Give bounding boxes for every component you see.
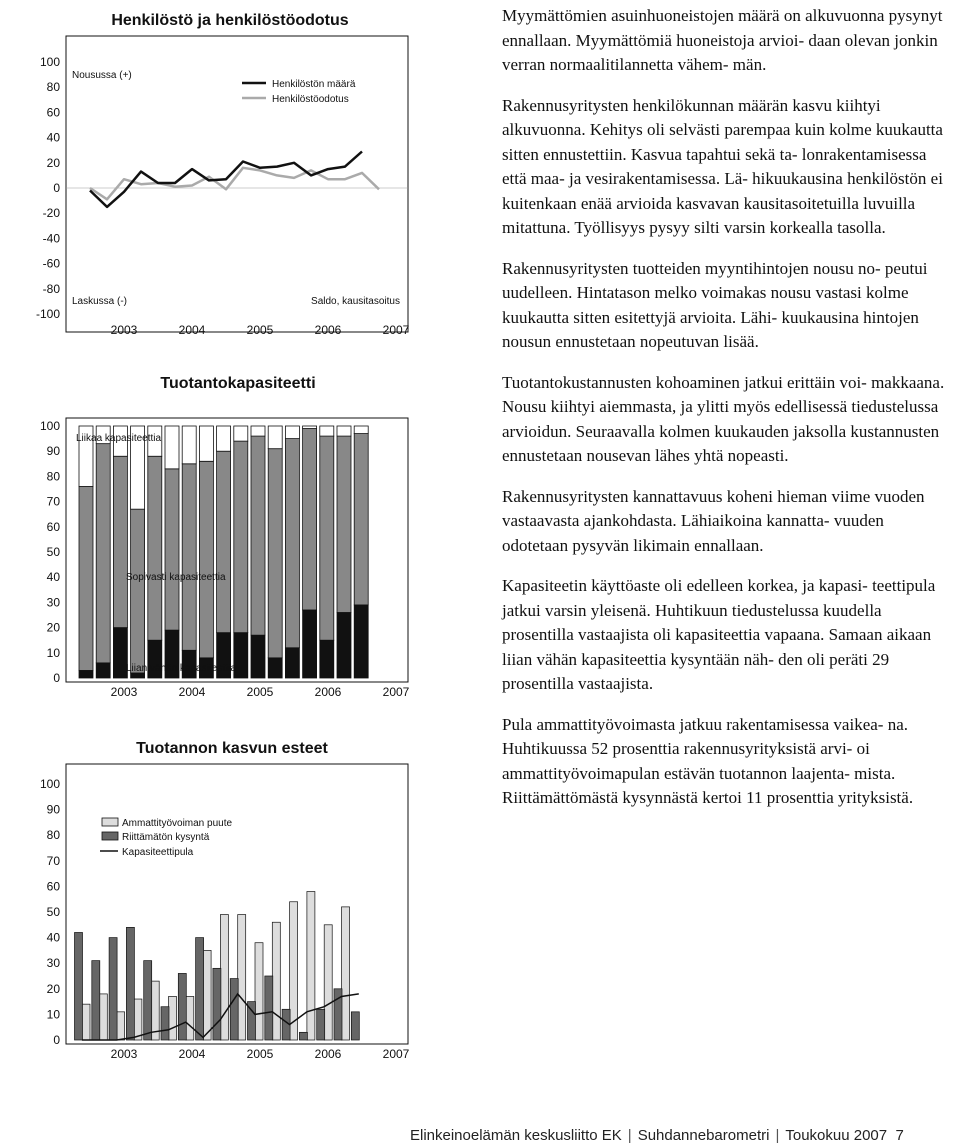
obstacles-bar-demand <box>161 1007 169 1040</box>
staff-y-tick-label: -100 <box>35 307 60 321</box>
paragraph-costs: Tuotantokustannusten kohoaminen jatkui erittäin voi- makkaana. Nousu kiihtyi aiemmasta, ja ylitti myös edellisessä tiedustelussa arvioidun. Seuraavalla kolmen kuukauden jaksolla kustannusten ennustetaan nousevan lähes yhtä nopeasti. <box>502 372 945 465</box>
obstacles-bar-labour <box>272 922 280 1040</box>
capacity-chart <box>20 368 412 708</box>
obstacles-x-tick-label: 2005 <box>246 1047 274 1061</box>
capacity-bar-adequate <box>148 456 162 640</box>
capacity-bar-adequate <box>217 451 231 632</box>
footer-org: Elinkeinoelämän keskusliitto EK <box>410 1127 622 1144</box>
capacity-bar-adequate <box>113 456 127 627</box>
capacity-bar-excess <box>320 426 334 436</box>
paragraph-prices: Rakennusyritysten tuotteiden myyntihintojen nousu no- peutui uudelleen. Hintatason melko voimakas nousu vastasi kolme kuukautta sitten esitettyjä arvioita. Lähi- kuukausina hintojen nousun ennustetaan nopeutuvan lisää. <box>502 258 928 351</box>
obstacles-bar-demand <box>178 973 186 1040</box>
obstacles-legend-swatch-2 <box>102 832 118 840</box>
page-footer <box>410 1127 958 1144</box>
obstacles-y-tick-label: 50 <box>46 905 60 919</box>
capacity-bar-adequate <box>320 436 334 640</box>
obstacles-bar-labour <box>134 999 142 1040</box>
capacity-bar-adequate <box>354 434 368 605</box>
capacity-bar-adequate <box>268 449 282 658</box>
obstacles-bar-demand <box>75 932 83 1040</box>
staff-y-tick-label: 20 <box>46 155 60 170</box>
capacity-bar-excess <box>234 426 248 441</box>
footer-separator-1: | <box>627 1127 632 1144</box>
obstacles-bar-labour <box>324 925 332 1040</box>
obstacles-bar-labour <box>342 907 350 1040</box>
staff-y-tick-label: -20 <box>42 206 60 221</box>
capacity-bar-adequate <box>79 486 93 670</box>
staff-y-tick-label: 80 <box>46 80 60 95</box>
capacity-label-low: Liian vähän kapasiteettia <box>126 663 237 674</box>
paragraph-capacity: Kapasiteetin käyttöaste oli edelleen korkea, ja kapasi- teettipula jatkui varsin yleisenä. Huhtikuun tiedustelussa kuudella prosentilla vastaajista oli kapasiteettia vapaana. Samaan aikaan liian vähän kapasiteettia kysyntään näh- den oli peräti 29 prosentilla vastaajista. <box>502 576 936 693</box>
staff-legend-label-2: Henkilöstöodotus <box>272 94 349 105</box>
obstacles-legend-label-3: Kapasiteettipula <box>122 847 194 858</box>
obstacles-y-tick-label: 60 <box>46 879 60 894</box>
capacity-bar-excess <box>199 426 213 461</box>
staff-y-tick-label: -60 <box>42 256 60 271</box>
capacity-bar-too-little <box>337 612 351 678</box>
capacity-bar-adequate <box>131 509 145 673</box>
obstacles-y-tick-label: 70 <box>46 853 60 868</box>
staff-x-tick-label: 2007 <box>382 323 410 337</box>
capacity-x-tick-label: 2007 <box>382 685 410 699</box>
capacity-bar-excess <box>251 426 265 436</box>
body-text <box>502 4 954 827</box>
capacity-y-tick-label: 10 <box>46 645 60 660</box>
staff-y-tick-label: -80 <box>42 281 60 296</box>
capacity-bar-adequate <box>165 469 179 630</box>
obstacles-chart-title: Tuotannon kasvun esteet <box>136 740 328 757</box>
obstacles-x-tick-label: 2004 <box>178 1047 206 1061</box>
staff-x-tick-label: 2003 <box>110 323 138 337</box>
obstacles-legend-label-1: Ammattityövoiman puute <box>122 818 233 829</box>
capacity-chart-title: Tuotantokapasiteetti <box>160 375 316 392</box>
capacity-bar-adequate <box>303 429 317 610</box>
obstacles-bar-demand <box>299 1032 307 1040</box>
obstacles-y-tick-label: 20 <box>46 981 60 996</box>
obstacles-chart-svg <box>20 734 412 1074</box>
capacity-bar-too-little <box>96 663 110 678</box>
obstacles-x-tick-label: 2003 <box>110 1047 138 1061</box>
capacity-bar-adequate <box>234 441 248 633</box>
capacity-y-tick-label: 60 <box>46 519 60 534</box>
obstacles-bar-labour <box>203 950 211 1040</box>
capacity-bar-adequate <box>251 436 265 635</box>
obstacles-bar-demand <box>230 979 238 1040</box>
paragraph-staff: Rakennusyritysten henkilökunnan määrän kasvu kiihtyi alkuvuonna. Kehitys oli selvästi parempaa kuin kolme kuukautta sitten ennustettiin. Kasvua tapahtui sekä ta- lonrakentamisessa että maa- ja vesirakentamisessa. Lä- hikuukausina henkilöstön ei kuitenkaan enää arvioida kasvavan kausitasoitetuilla luvuilla mitattuna. Työllisyys pysyy silti varsin korkealla tasolla. <box>502 95 943 237</box>
obstacles-y-tick-label: 0 <box>53 1033 60 1047</box>
obstacles-bar-labour <box>186 996 194 1040</box>
capacity-bar-too-little <box>268 658 282 678</box>
staff-y-tick-label: 60 <box>46 105 60 120</box>
capacity-y-tick-label: 70 <box>46 494 60 509</box>
footer-page-number: 7 <box>895 1127 904 1144</box>
obstacles-bar-demand <box>265 976 273 1040</box>
staff-x-tick-label: 2006 <box>314 323 342 337</box>
capacity-bar-excess <box>354 426 368 434</box>
capacity-bar-excess <box>182 426 196 464</box>
capacity-bar-too-little <box>285 648 299 678</box>
capacity-y-tick-label: 100 <box>39 419 60 433</box>
capacity-bar-excess <box>165 426 179 469</box>
footer-publication: Suhdannebarometri <box>637 1127 770 1144</box>
capacity-x-tick-label: 2003 <box>110 685 138 699</box>
obstacles-bar-demand <box>126 927 134 1040</box>
capacity-bar-adequate <box>199 461 213 658</box>
staff-note-down: Laskussa (-) <box>72 296 128 307</box>
staff-x-tick-label: 2004 <box>178 323 206 337</box>
capacity-bar-too-little <box>251 635 265 678</box>
obstacles-x-tick-label: 2007 <box>382 1047 410 1061</box>
capacity-y-tick-label: 40 <box>46 570 60 585</box>
capacity-bar-adequate <box>285 439 299 648</box>
staff-legend-label-1: Henkilöstön määrä <box>272 79 356 90</box>
obstacles-y-tick-label: 30 <box>46 956 60 971</box>
staff-chart-title: Henkilöstö ja henkilöstöodotus <box>111 12 349 29</box>
obstacles-bar-demand <box>317 1009 325 1040</box>
footer-issue: Toukokuu 2007 <box>785 1127 888 1144</box>
capacity-x-tick-label: 2004 <box>178 685 206 699</box>
capacity-x-tick-label: 2005 <box>246 685 274 699</box>
obstacles-bar-labour <box>220 915 228 1040</box>
staff-note-up: Nousussa (+) <box>72 70 132 81</box>
capacity-bar-excess <box>285 426 299 439</box>
capacity-bar-excess <box>217 426 231 451</box>
capacity-y-tick-label: 50 <box>46 545 60 559</box>
capacity-y-tick-label: 0 <box>53 671 60 685</box>
obstacles-bar-demand <box>351 1012 359 1040</box>
capacity-bar-adequate <box>96 444 110 663</box>
capacity-bar-too-little <box>354 605 368 678</box>
capacity-label-mid: Sopivasti kapasiteettia <box>126 572 226 583</box>
staff-x-tick-label: 2005 <box>246 323 274 337</box>
staff-note-saldo: Saldo, kausitasoitus <box>311 296 400 307</box>
capacity-bar-excess <box>268 426 282 449</box>
obstacles-bar-demand <box>144 961 152 1040</box>
obstacles-bar-demand <box>92 961 100 1040</box>
paragraph-labour-shortage: Pula ammattityövoimasta jatkuu rakentamisessa vaikea- na. Huhtikuussa 52 prosenttia rakennusyrityksistä arvi- oi ammattityövoimapulan estävän tuotannon laajenta- mista. Riittämättömästä kysynnästä kertoi 11 prosenttia yrityksistä. <box>502 714 914 807</box>
obstacles-y-tick-label: 40 <box>46 930 60 945</box>
footer-separator-2: | <box>775 1127 780 1144</box>
obstacles-legend-swatch-1 <box>102 818 118 826</box>
obstacles-bar-labour <box>99 994 107 1040</box>
obstacles-bar-demand <box>196 938 204 1040</box>
obstacles-y-tick-label: 80 <box>46 828 60 843</box>
capacity-bar-too-little <box>303 610 317 678</box>
capacity-bar-excess <box>303 426 317 429</box>
capacity-bar-too-little <box>79 670 93 678</box>
capacity-bar-adequate <box>337 436 351 612</box>
capacity-y-tick-label: 80 <box>46 469 60 484</box>
paragraph-profitability: Rakennusyritysten kannattavuus koheni hieman viime vuoden vastaavasta ajankohdasta. Lähiaikoina kannatta- vuuden odotetaan pysyvän likimain ennallaan. <box>502 486 925 555</box>
obstacles-legend-label-2: Riittämätön kysyntä <box>122 832 210 843</box>
obstacles-chart <box>20 734 412 1074</box>
obstacles-bar-labour <box>307 892 315 1040</box>
capacity-bar-excess <box>337 426 351 436</box>
obstacles-y-tick-label: 90 <box>46 802 60 817</box>
staff-chart <box>20 6 412 342</box>
capacity-y-tick-label: 90 <box>46 444 60 459</box>
obstacles-bar-demand <box>109 938 117 1040</box>
capacity-y-tick-label: 20 <box>46 620 60 635</box>
capacity-x-tick-label: 2006 <box>314 685 342 699</box>
staff-y-tick-label: -40 <box>42 231 60 246</box>
capacity-bar-adequate <box>182 464 196 650</box>
staff-y-tick-label: 40 <box>46 130 60 145</box>
paragraph-unsold-apartments: Myymättömien asuinhuoneistojen määrä on alkuvuonna pysynyt ennallaan. Myymättömiä huoneistoja arvioi- daan olevan jonkin verran normaalitilannetta vähem- män. <box>502 6 943 74</box>
obstacles-bar-labour <box>169 996 177 1040</box>
capacity-label-top: Liikaa kapasiteettia <box>76 433 162 444</box>
obstacles-bar-labour <box>117 1012 125 1040</box>
staff-y-tick-label: 100 <box>39 55 60 69</box>
staff-y-tick-label: 0 <box>53 181 60 195</box>
capacity-bar-too-little <box>320 640 334 678</box>
obstacles-bar-labour <box>82 1004 90 1040</box>
staff-chart-svg <box>20 6 412 342</box>
obstacles-bar-labour <box>255 943 263 1040</box>
obstacles-bar-labour <box>238 915 246 1040</box>
obstacles-y-tick-label: 10 <box>46 1007 60 1022</box>
obstacles-y-tick-label: 100 <box>39 777 60 791</box>
capacity-y-tick-label: 30 <box>46 595 60 610</box>
capacity-chart-svg <box>20 368 412 708</box>
obstacles-x-tick-label: 2006 <box>314 1047 342 1061</box>
obstacles-bar-demand <box>213 968 221 1040</box>
